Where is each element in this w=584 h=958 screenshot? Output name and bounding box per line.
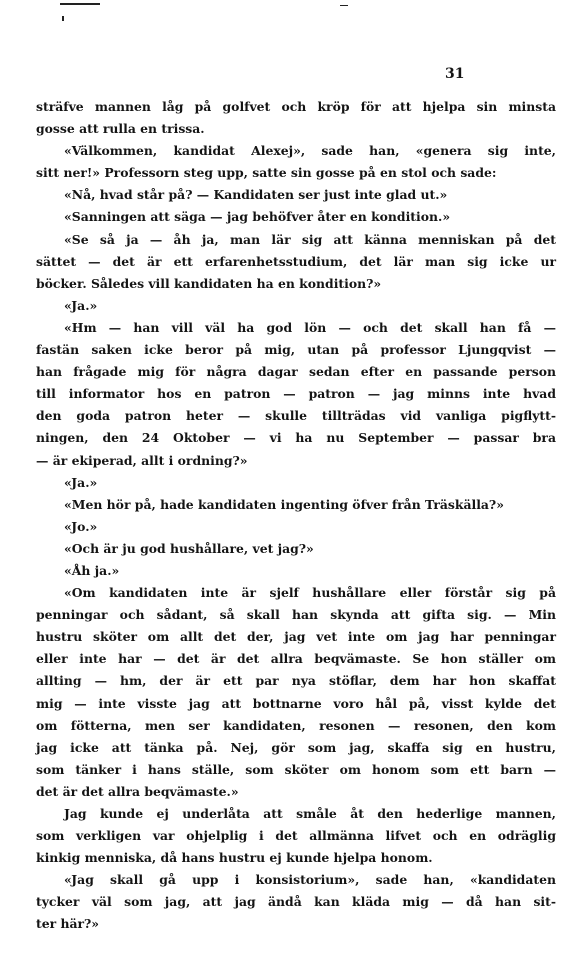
text-line: «Om kandidaten inte är sjelf hushållare eller förstår sig på xyxy=(64,585,556,601)
text-line: «Hm — han vill väl ha god lön — och det skall han få — xyxy=(64,319,556,335)
text-line: som tänker i hans ställe, som sköter om honom som ett barn — xyxy=(36,761,556,777)
text-line: eller inte har — det är det allra beqvämaste. Se hon ställer om xyxy=(36,651,556,667)
text-line: Jag kunde ej underlåta att småle åt den hederlige mannen, xyxy=(64,806,556,821)
text-line: «Men hör på, hade kandidaten ingenting öfver från Träskälla?» xyxy=(64,496,504,512)
text-line: «Välkommen, kandidat Alexej», sade han, «genera sig inte, xyxy=(64,143,556,159)
text-line: ningen, den 24 Oktober — vi ha nu September — passar bra xyxy=(36,430,556,446)
text-line: fastän saken icke beror på mig, utan på professor Ljungqvist — xyxy=(36,342,556,358)
text-line: gosse att rulla en trissa. xyxy=(36,121,205,137)
text-line: «Se så ja — åh ja, man lär sig att känna menniskan på det xyxy=(64,231,556,247)
text-line: sättet — det är ett erfarenhetsstudium, det lär man sig icke ur xyxy=(36,253,556,269)
text-line: sitt ner!» Professorn steg upp, satte sin gosse på en stol och sade: xyxy=(36,165,497,181)
text-line: kinkig menniska, då hans hustru ej kunde hjelpa honom. xyxy=(36,850,433,866)
text-line: «Ja.» xyxy=(64,474,98,490)
text-line: «Nå, hvad står på? — Kandidaten ser just inte glad ut.» xyxy=(64,187,448,203)
text-line: den goda patron heter — skulle tillträdas vid vanliga pigflytt- xyxy=(36,408,556,424)
text-line: «Sanningen att säga — jag behöfver åter en kondition.» xyxy=(64,209,451,225)
text-line: allting — hm, der är ett par nya stöflar, dem har hon skaffat xyxy=(36,673,556,689)
text-line: det är det allra beqvämaste.» xyxy=(36,783,239,799)
text-line: om fötterna, men ser kandidaten, resonen — resonen, den kom xyxy=(36,717,556,733)
text-line: «Jo.» xyxy=(64,518,98,534)
text-line: sträfve mannen låg på golfvet och kröp för att hjelpa sin minsta xyxy=(36,99,556,114)
text-line: hustru sköter om allt det der, jag vet inte om jag har penningar xyxy=(36,629,556,645)
text-line: «Jag skall gå upp i konsistorium», sade han, «kandidaten xyxy=(64,872,556,888)
text-line: jag icke att tänka på. Nej, gör som jag, skaffa sig en hustru, xyxy=(36,739,556,755)
text-line: — är ekiperad, allt i ordning?» xyxy=(36,452,248,468)
text-line: ter här?» xyxy=(36,916,100,932)
body-text xyxy=(36,96,556,936)
page-number: 31 xyxy=(445,66,465,82)
print-speck xyxy=(62,16,64,21)
text-line: till informator hos en patron — patron — jag minns inte hvad xyxy=(36,386,556,402)
text-line: penningar och sådant, så skall han skynda att gifta sig. — Min xyxy=(36,607,556,623)
text-line: «Ja.» xyxy=(64,297,98,313)
print-speck xyxy=(60,3,100,5)
text-line: «Och är ju god hushållare, vet jag?» xyxy=(64,540,314,556)
text-line: mig — inte visste jag att bottnarne voro hål på, visst kylde det xyxy=(36,695,556,711)
text-line: «Åh ja.» xyxy=(64,562,120,578)
text-line: han frågade mig för några dagar sedan efter en passande person xyxy=(36,364,556,380)
text-line: som verkligen var ohjelplig i det allmänna lifvet och en odräglig xyxy=(36,828,556,844)
text-line: tycker väl som jag, att jag ändå kan kläda mig — då han sit- xyxy=(36,894,556,910)
print-speck xyxy=(340,5,348,6)
text-line: böcker. Således vill kandidaten ha en kondition?» xyxy=(36,275,382,291)
